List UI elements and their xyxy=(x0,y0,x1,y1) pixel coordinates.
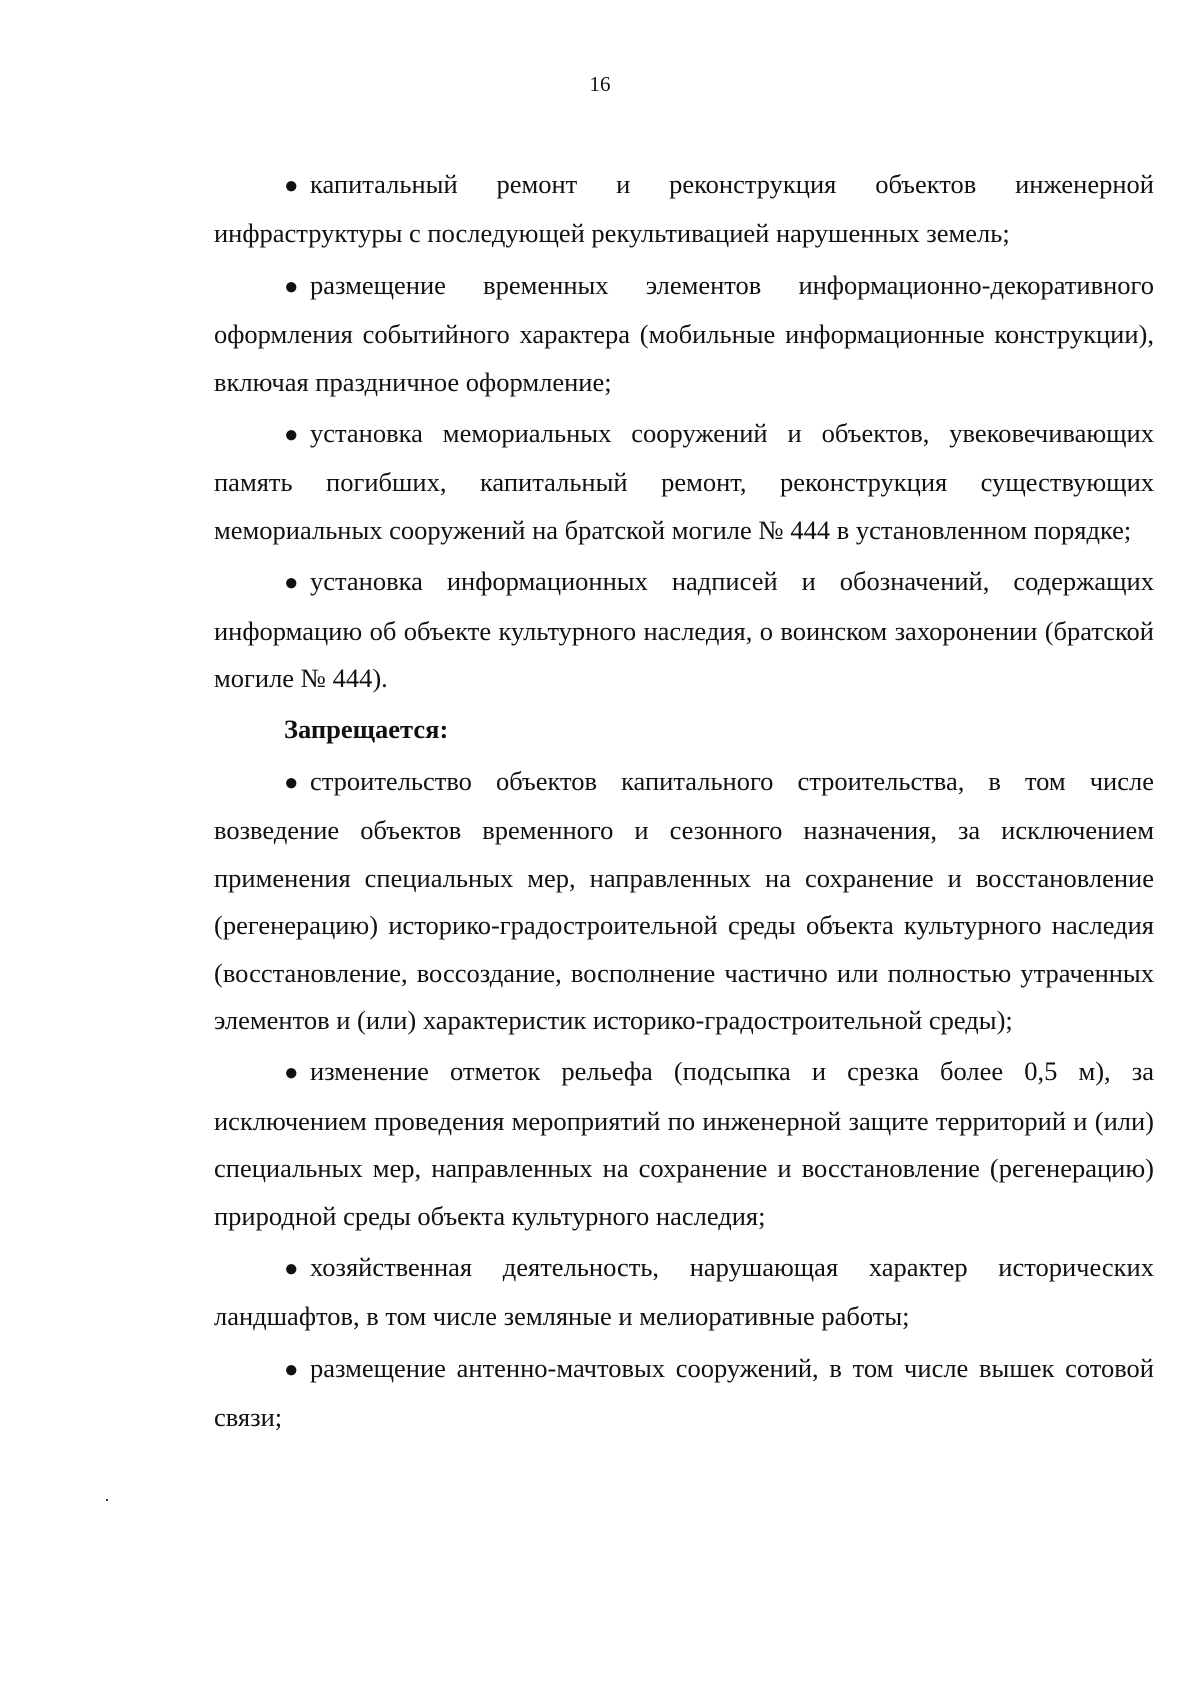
list-item-prohibited-4 xyxy=(214,1345,1154,1442)
document-body xyxy=(214,161,1154,1446)
list-item-text: установка мемориальных сооружений и объектов, увековечивающих память погибших, капитальный ремонт, реконструкция существующих мемориальных сооружений на братской могиле № 444 в установленном порядке; xyxy=(214,418,1154,545)
bullet-icon: ● xyxy=(284,1255,299,1282)
list-item-prohibited-3 xyxy=(214,1244,1154,1341)
list-item-text: строительство объектов капитального строительства, в том числе возведение объектов временного и сезонного назначения, за исключением применения специальных мер, направленных на сохранение и восстановление (регенерацию) историко-градостроительной среды объекта культурного наследия (восстановление, воссоздание, восполнение частично или полностью утраченных элементов и (или) характеристик историко-градостроительной среды); xyxy=(214,765,1154,1035)
bullet-icon: ● xyxy=(284,173,299,199)
page-number: 16 xyxy=(589,72,611,96)
bullet-icon: ● xyxy=(284,422,299,449)
bullet-icon: ● xyxy=(284,1060,299,1087)
bullet-icon: ● xyxy=(284,1356,299,1383)
list-item-allowed-1 xyxy=(214,161,1154,258)
section-heading: Запрещается: xyxy=(284,714,449,745)
list-item-text: размещение антенно-мачтовых сооружений, в том числе вышек сотовой связи; xyxy=(214,1352,1154,1433)
bullet-icon: ● xyxy=(284,769,299,796)
bullet-icon: ● xyxy=(284,273,299,300)
list-item-text: изменение отметок рельефа (подсыпка и срезка более 0,5 м), за исключением проведения мероприятий по инженерной защите территорий и (или) специальных мер, направленных на сохранение и восстановление (регенерацию) природной среды объекта культурного наследия; xyxy=(214,1056,1154,1231)
scan-speck xyxy=(106,1499,108,1501)
list-item-prohibited-2 xyxy=(214,1048,1154,1240)
list-item-allowed-3 xyxy=(214,410,1154,554)
bullet-icon: ● xyxy=(284,570,299,597)
list-item-text: размещение временных элементов информационно-декоративного оформления событийного характера (мобильные информационные конструкции), включая праздничное оформление; xyxy=(214,269,1154,397)
list-item-prohibited-1 xyxy=(214,758,1154,1044)
list-item-text: установка информационных надписей и обозначений, содержащих информацию об объекте культурного наследия, о воинском захоронении (братской могиле № 444). xyxy=(214,566,1154,694)
list-item-allowed-2 xyxy=(214,262,1154,406)
list-item-text: капитальный ремонт и реконструкция объектов инженерной инфраструктуры с последующей рекультивацией нарушенных земель; xyxy=(214,169,1154,249)
list-item-allowed-4 xyxy=(214,558,1154,702)
list-item-text: хозяйственная деятельность, нарушающая характер исторических ландшафтов, в том числе земляные и мелиоративные работы; xyxy=(214,1251,1154,1332)
